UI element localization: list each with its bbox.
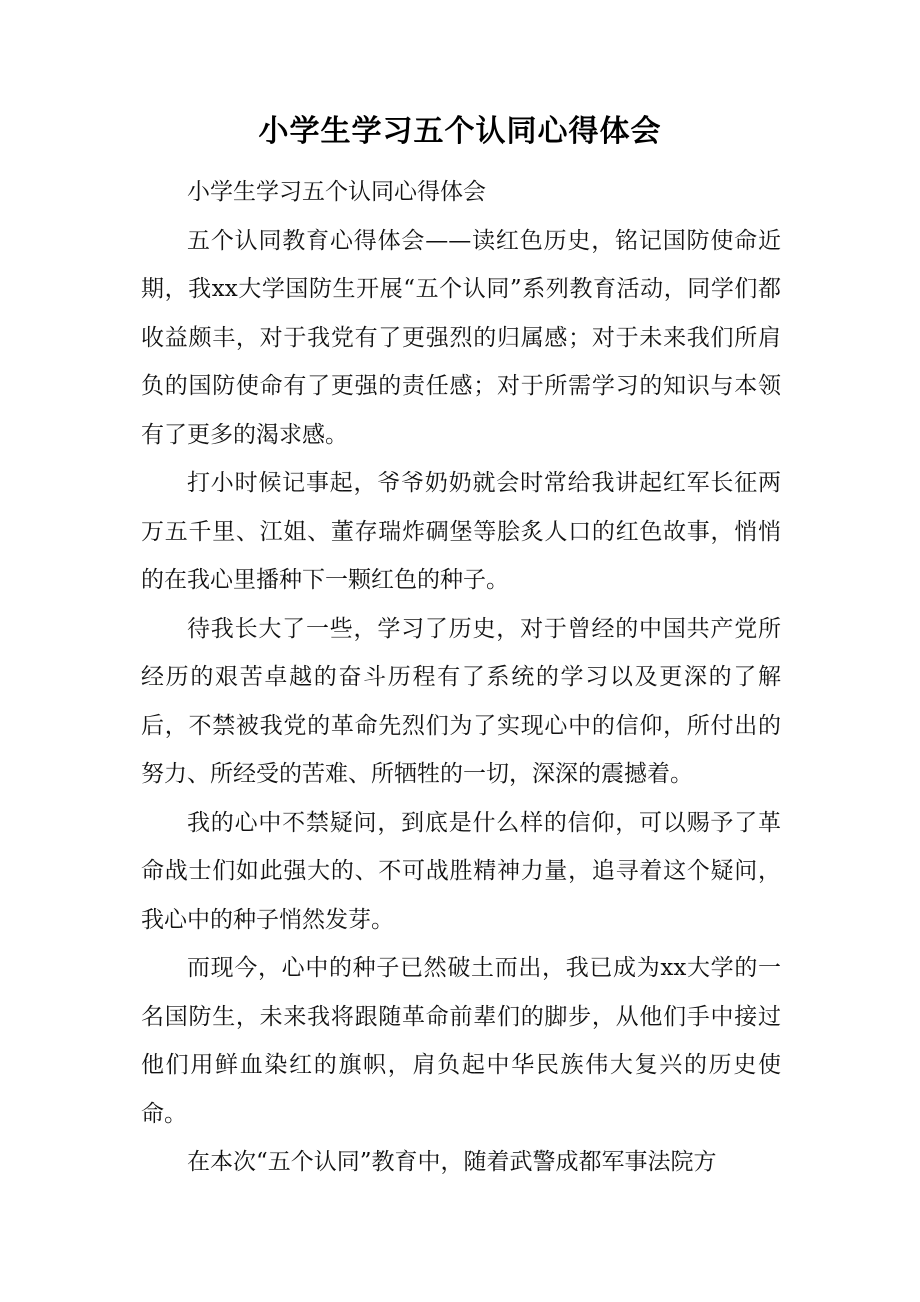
- paragraph: 而现今，心中的种子已然破土而出，我已成为xx大学的一名国防生，未来我将跟随革命前辈们的脚步，从他们手中接过他们用鲜血染红的旗帜，肩负起中华民族伟大复兴的历史使命。: [141, 955, 781, 1127]
- document-body: [141, 168, 781, 1187]
- paragraph: 我的心中不禁疑问，到底是什么样的信仰，可以赐予了革命战士们如此强大的、不可战胜精神力量，追寻着这个疑问，我心中的种子悄然发芽。: [141, 809, 781, 933]
- paragraph-subtitle: 小学生学习五个认同心得体会: [187, 179, 486, 205]
- paragraph: 待我长大了一些，学习了历史，对于曾经的中国共产党所经历的艰苦卓越的奋斗历程有了系统的学习以及更深的了解后，不禁被我党的革命先烈们为了实现心中的信仰，所付出的努力、所经受的苦难、所牺牲的一切，深深的震撼着。: [141, 615, 781, 787]
- paragraph: 打小时候记事起，爷爷奶奶就会时常给我讲起红军长征两万五千里、江姐、董存瑞炸碉堡等脍炙人口的红色故事，悄悄的在我心里播种下一颗红色的种子。: [141, 470, 781, 593]
- paragraph: 五个认同教育心得体会——读红色历史，铭记国防使命近期，我xx大学国防生开展“五个认同”系列教育活动，同学们都收益颇丰，对于我党有了更强烈的归属感；对于未来我们所肩负的国防使命有了更强的责任感；对于所需学习的知识与本领有了更多的渴求感。: [141, 227, 781, 448]
- paragraph: 在本次“五个认同”教育中，随着武警成都军事法院方: [187, 1149, 717, 1175]
- document-title: 小学生学习五个认同心得体会: [258, 114, 662, 149]
